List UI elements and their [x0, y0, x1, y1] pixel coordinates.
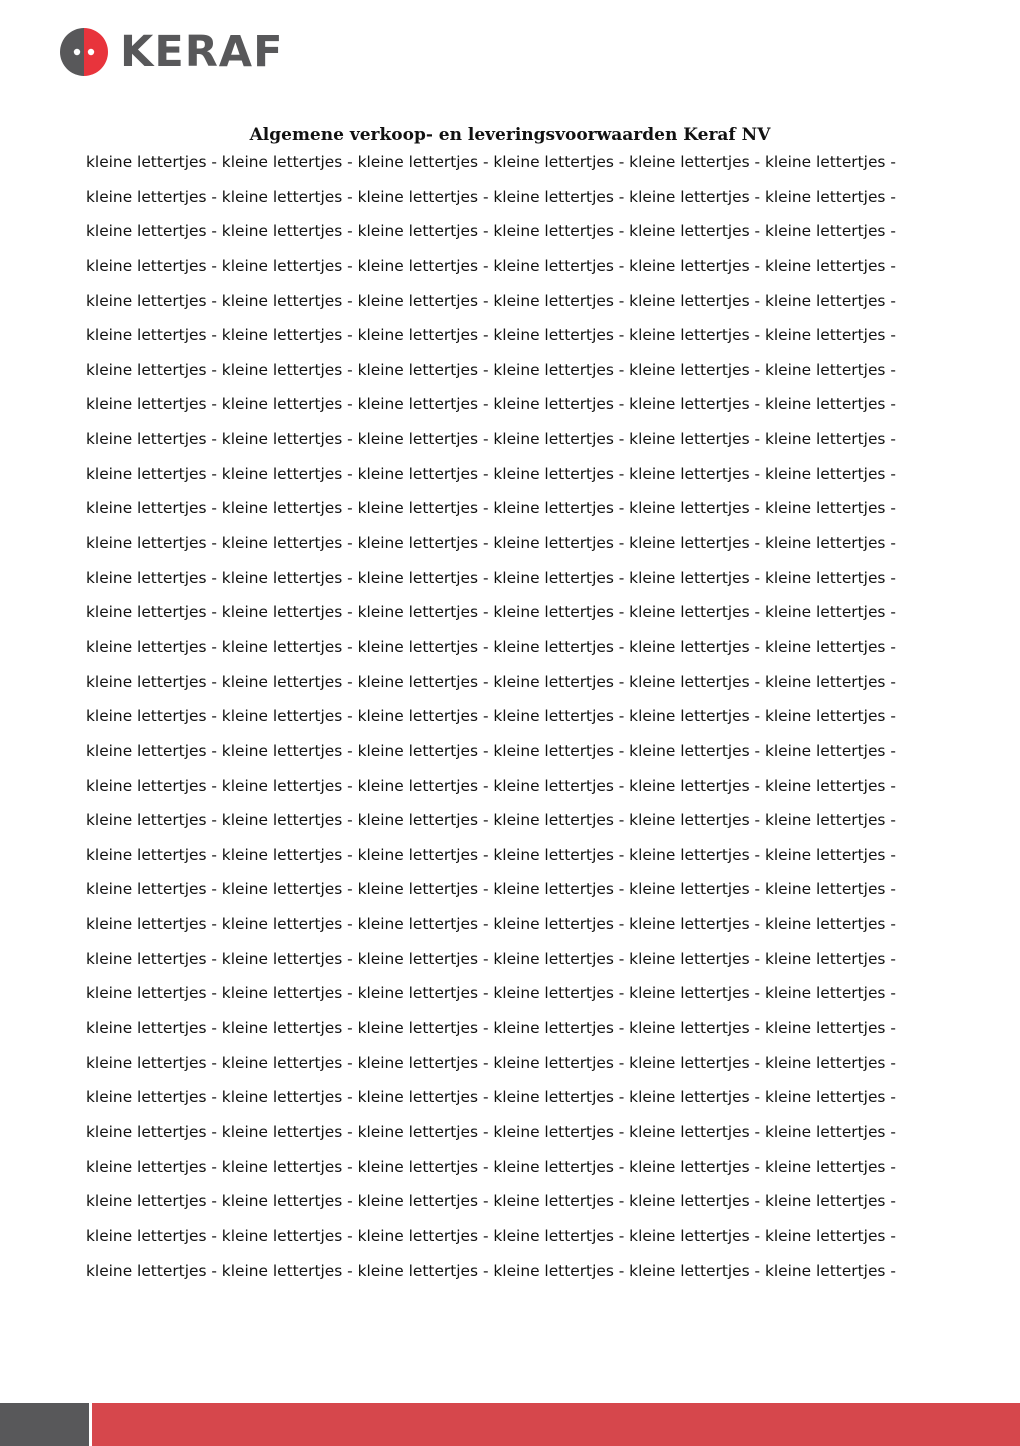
body-text-line: kleine lettertjes - kleine lettertjes - kleine lettertjes - kleine lettertjes - kleine lettertjes - kleine lettertjes - [86, 1053, 896, 1072]
body-text-line: kleine lettertjes - kleine lettertjes - kleine lettertjes - kleine lettertjes - kleine lettertjes - kleine lettertjes - [86, 187, 896, 206]
body-text-line: kleine lettertjes - kleine lettertjes - kleine lettertjes - kleine lettertjes - kleine lettertjes - kleine lettertjes - [86, 534, 896, 553]
body-text-line: kleine lettertjes - kleine lettertjes - kleine lettertjes - kleine lettertjes - kleine lettertjes - kleine lettertjes - [86, 326, 896, 345]
body-text-line: kleine lettertjes - kleine lettertjes - kleine lettertjes - kleine lettertjes - kleine lettertjes - kleine lettertjes - [86, 776, 896, 795]
body-text-line: kleine lettertjes - kleine lettertjes - kleine lettertjes - kleine lettertjes - kleine lettertjes - kleine lettertjes - [86, 153, 896, 171]
body-text-line: kleine lettertjes - kleine lettertjes - kleine lettertjes - kleine lettertjes - kleine lettertjes - kleine lettertjes - [86, 1088, 896, 1107]
body-text-line: kleine lettertjes - kleine lettertjes - kleine lettertjes - kleine lettertjes - kleine lettertjes - kleine lettertjes - [86, 430, 896, 449]
body-text-line: kleine lettertjes - kleine lettertjes - kleine lettertjes - kleine lettertjes - kleine lettertjes - kleine lettertjes - [86, 568, 896, 587]
body-text-line: kleine lettertjes - kleine lettertjes - kleine lettertjes - kleine lettertjes - kleine lettertjes - kleine lettertjes - [86, 1261, 896, 1280]
body-text-line: kleine lettertjes - kleine lettertjes - kleine lettertjes - kleine lettertjes - kleine lettertjes - kleine lettertjes - [86, 637, 896, 656]
body-text-line: kleine lettertjes - kleine lettertjes - kleine lettertjes - kleine lettertjes - kleine lettertjes - kleine lettertjes - [86, 984, 896, 1003]
body-text-line: kleine lettertjes - kleine lettertjes - kleine lettertjes - kleine lettertjes - kleine lettertjes - kleine lettertjes - [86, 256, 896, 275]
body-text-line: kleine lettertjes - kleine lettertjes - kleine lettertjes - kleine lettertjes - kleine lettertjes - kleine lettertjes - [86, 291, 896, 310]
body-text-line: kleine lettertjes - kleine lettertjes - kleine lettertjes - kleine lettertjes - kleine lettertjes - kleine lettertjes - [86, 1192, 896, 1211]
footer-bar-red [92, 1403, 1020, 1446]
body-text-line: kleine lettertjes - kleine lettertjes - kleine lettertjes - kleine lettertjes - kleine lettertjes - kleine lettertjes - [86, 1157, 896, 1176]
body-text-line: kleine lettertjes - kleine lettertjes - kleine lettertjes - kleine lettertjes - kleine lettertjes - kleine lettertjes - [86, 1122, 896, 1141]
body-text-line: kleine lettertjes - kleine lettertjes - kleine lettertjes - kleine lettertjes - kleine lettertjes - kleine lettertjes - [86, 880, 896, 899]
body-text-line: kleine lettertjes - kleine lettertjes - kleine lettertjes - kleine lettertjes - kleine lettertjes - kleine lettertjes - [86, 915, 896, 934]
body-text-line: kleine lettertjes - kleine lettertjes - kleine lettertjes - kleine lettertjes - kleine lettertjes - kleine lettertjes - [86, 811, 896, 830]
body-text-line: kleine lettertjes - kleine lettertjes - kleine lettertjes - kleine lettertjes - kleine lettertjes - kleine lettertjes - [86, 1226, 896, 1245]
keraf-logo-mark-icon [60, 28, 108, 76]
keraf-logo-text: KERAF [120, 27, 284, 77]
document-title [0, 123, 1020, 147]
body-text-line: kleine lettertjes - kleine lettertjes - kleine lettertjes - kleine lettertjes - kleine lettertjes - kleine lettertjes - [86, 845, 896, 864]
body-text-line: kleine lettertjes - kleine lettertjes - kleine lettertjes - kleine lettertjes - kleine lettertjes - kleine lettertjes - [86, 707, 896, 726]
document-title-company: Keraf NV [683, 125, 771, 145]
body-text-line: kleine lettertjes - kleine lettertjes - kleine lettertjes - kleine lettertjes - kleine lettertjes - kleine lettertjes - [86, 222, 896, 241]
document-title-main: Algemene verkoop- en leveringsvoorwaarden [249, 125, 678, 145]
body-text-line: kleine lettertjes - kleine lettertjes - kleine lettertjes - kleine lettertjes - kleine lettertjes - kleine lettertjes - [86, 499, 896, 518]
body-text-line: kleine lettertjes - kleine lettertjes - kleine lettertjes - kleine lettertjes - kleine lettertjes - kleine lettertjes - [86, 603, 896, 622]
footer-bar-dark [0, 1403, 89, 1446]
body-text-line: kleine lettertjes - kleine lettertjes - kleine lettertjes - kleine lettertjes - kleine lettertjes - kleine lettertjes - [86, 395, 896, 414]
body-text-line: kleine lettertjes - kleine lettertjes - kleine lettertjes - kleine lettertjes - kleine lettertjes - kleine lettertjes - [86, 741, 896, 760]
body-text-line: kleine lettertjes - kleine lettertjes - kleine lettertjes - kleine lettertjes - kleine lettertjes - kleine lettertjes - [86, 672, 896, 691]
terms-body [86, 149, 986, 1292]
body-text-line: kleine lettertjes - kleine lettertjes - kleine lettertjes - kleine lettertjes - kleine lettertjes - kleine lettertjes - [86, 464, 896, 483]
body-text-line: kleine lettertjes - kleine lettertjes - kleine lettertjes - kleine lettertjes - kleine lettertjes - kleine lettertjes - [86, 1019, 896, 1038]
keraf-logo [60, 28, 283, 76]
body-text-line: kleine lettertjes - kleine lettertjes - kleine lettertjes - kleine lettertjes - kleine lettertjes - kleine lettertjes - [86, 360, 896, 379]
body-text-line: kleine lettertjes - kleine lettertjes - kleine lettertjes - kleine lettertjes - kleine lettertjes - kleine lettertjes - [86, 949, 896, 968]
